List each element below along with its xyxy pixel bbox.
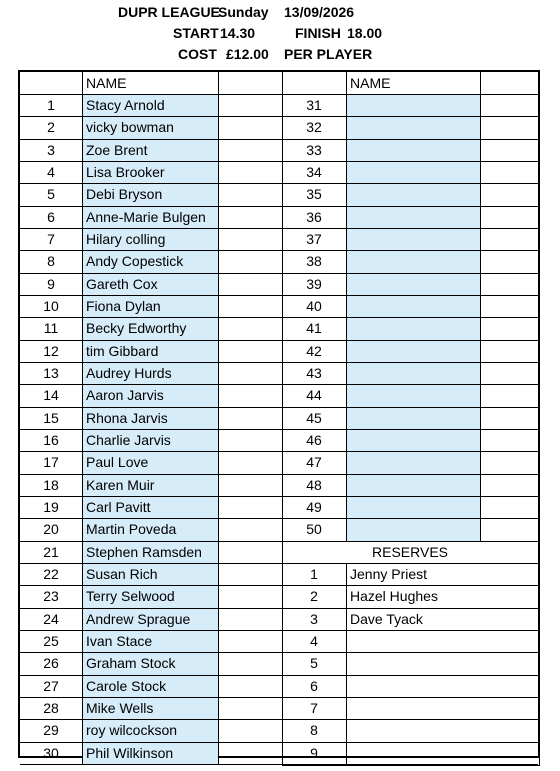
player-name: Fiona Dylan bbox=[86, 297, 161, 314]
player-number: 44 bbox=[306, 387, 322, 404]
player-number: 18 bbox=[43, 476, 59, 493]
reserve-number: 2 bbox=[310, 588, 318, 605]
player-number: 4 bbox=[47, 163, 55, 180]
player-number: 22 bbox=[43, 565, 59, 582]
reserve-name bbox=[346, 630, 538, 652]
player-name: Graham Stock bbox=[86, 655, 176, 672]
player-number: 9 bbox=[47, 275, 55, 292]
league-date: 13/09/2026 bbox=[284, 4, 355, 20]
player-number: 41 bbox=[306, 320, 322, 337]
player-name: Carole Stock bbox=[86, 677, 167, 694]
player-number: 20 bbox=[43, 521, 59, 538]
reserve-number: 4 bbox=[310, 632, 318, 649]
player-name bbox=[346, 407, 480, 429]
player-name: Susan Rich bbox=[86, 565, 158, 582]
reserve-name bbox=[346, 697, 538, 719]
player-number: 32 bbox=[306, 119, 322, 136]
player-number: 3 bbox=[47, 141, 55, 158]
cost-label: COST bbox=[178, 46, 217, 62]
player-name: Andy Copestick bbox=[86, 253, 184, 270]
player-number: 34 bbox=[306, 163, 322, 180]
finish-label: FINISH bbox=[295, 25, 341, 41]
reserve-number: 9 bbox=[310, 744, 318, 761]
reserve-number: 7 bbox=[310, 699, 318, 716]
player-number: 46 bbox=[306, 431, 322, 448]
league-title: DUPR LEAGUE bbox=[118, 4, 220, 20]
player-number: 19 bbox=[43, 498, 59, 515]
player-name bbox=[346, 295, 480, 317]
start-label: START bbox=[173, 25, 219, 41]
player-number: 11 bbox=[43, 320, 59, 337]
player-name: Anne-Marie Bulgen bbox=[86, 208, 206, 225]
player-number: 28 bbox=[43, 699, 59, 716]
player-name bbox=[346, 451, 480, 473]
player-name bbox=[346, 228, 480, 250]
player-number: 29 bbox=[43, 722, 59, 739]
player-number: 13 bbox=[43, 364, 59, 381]
player-name bbox=[346, 474, 480, 496]
player-number: 38 bbox=[306, 253, 322, 270]
player-name bbox=[346, 206, 480, 228]
player-name bbox=[346, 116, 480, 138]
reserve-name bbox=[346, 652, 538, 674]
player-name bbox=[346, 496, 480, 518]
player-name: Audrey Hurds bbox=[86, 364, 172, 381]
player-number: 21 bbox=[43, 543, 59, 560]
reserve-number: 1 bbox=[310, 565, 318, 582]
reserve-name: Hazel Hughes bbox=[350, 588, 438, 605]
reserve-number: 5 bbox=[310, 655, 318, 672]
player-name: Stephen Ramsden bbox=[86, 543, 202, 560]
reserve-name: Dave Tyack bbox=[350, 610, 423, 627]
player-number: 10 bbox=[43, 297, 59, 314]
grid-col-line bbox=[480, 72, 481, 541]
player-name bbox=[346, 161, 480, 183]
player-number: 42 bbox=[306, 342, 322, 359]
player-number: 25 bbox=[43, 632, 59, 649]
player-number: 50 bbox=[306, 521, 322, 538]
player-number: 17 bbox=[43, 454, 59, 471]
player-name: Ivan Stace bbox=[86, 632, 153, 649]
player-number: 7 bbox=[47, 230, 55, 247]
player-name bbox=[346, 317, 480, 339]
player-number: 27 bbox=[43, 677, 59, 694]
player-name bbox=[346, 362, 480, 384]
player-number: 6 bbox=[47, 208, 55, 225]
player-number: 26 bbox=[43, 655, 59, 672]
player-name bbox=[346, 340, 480, 362]
player-number: 40 bbox=[306, 297, 322, 314]
player-name: Paul Love bbox=[86, 454, 149, 471]
reserve-name bbox=[346, 719, 538, 741]
player-number: 49 bbox=[306, 498, 322, 515]
player-number: 23 bbox=[43, 588, 59, 605]
player-name: Andrew Sprague bbox=[86, 610, 191, 627]
finish-value: 18.00 bbox=[347, 25, 383, 41]
league-day: Sunday bbox=[218, 4, 269, 20]
player-name bbox=[346, 429, 480, 451]
player-name: Rhona Jarvis bbox=[86, 409, 168, 426]
player-name: tim Gibbard bbox=[86, 342, 159, 359]
player-number: 5 bbox=[47, 186, 55, 203]
reserve-name: Jenny Priest bbox=[350, 565, 428, 582]
name-header-left: NAME bbox=[86, 75, 127, 91]
player-name: Mike Wells bbox=[86, 699, 154, 716]
player-number: 12 bbox=[43, 342, 59, 359]
player-name: roy wilcockson bbox=[86, 722, 178, 739]
grid-col-line bbox=[218, 72, 219, 764]
player-number: 48 bbox=[306, 476, 322, 493]
player-name: Lisa Brooker bbox=[86, 163, 165, 180]
player-name bbox=[346, 139, 480, 161]
player-name: Charlie Jarvis bbox=[86, 431, 171, 448]
player-name: Zoe Brent bbox=[86, 141, 148, 158]
start-value: 14.30 bbox=[220, 25, 256, 41]
player-number: 47 bbox=[306, 454, 322, 471]
player-name: Phil Wilkinson bbox=[86, 744, 174, 761]
player-name bbox=[346, 518, 480, 540]
player-number: 15 bbox=[43, 409, 59, 426]
player-number: 36 bbox=[306, 208, 322, 225]
reserves-title: RESERVES bbox=[372, 543, 448, 560]
player-number: 39 bbox=[306, 275, 322, 292]
player-number: 1 bbox=[47, 97, 55, 113]
player-name: Aaron Jarvis bbox=[86, 387, 164, 404]
player-name: Carl Pavitt bbox=[86, 498, 151, 515]
player-number: 8 bbox=[47, 253, 55, 270]
player-name bbox=[346, 183, 480, 205]
player-name bbox=[346, 94, 480, 116]
player-number: 16 bbox=[43, 431, 59, 448]
player-name: Terry Selwood bbox=[86, 588, 175, 605]
player-number: 24 bbox=[43, 610, 59, 627]
player-number: 2 bbox=[47, 119, 55, 136]
player-number: 31 bbox=[306, 97, 322, 113]
name-header-right: NAME bbox=[350, 75, 391, 91]
player-number: 45 bbox=[306, 409, 322, 426]
player-name: Debi Bryson bbox=[86, 186, 163, 203]
player-name bbox=[346, 250, 480, 272]
player-name: Martin Poveda bbox=[86, 521, 177, 538]
player-number: 35 bbox=[306, 186, 322, 203]
player-number: 30 bbox=[43, 744, 59, 761]
cost-value: £12.00 bbox=[226, 46, 269, 62]
player-name bbox=[346, 384, 480, 406]
per-player-label: PER PLAYER bbox=[284, 46, 373, 62]
player-name: Karen Muir bbox=[86, 476, 155, 493]
reserve-number: 8 bbox=[310, 722, 318, 739]
player-name: Becky Edworthy bbox=[86, 320, 187, 337]
reserve-number: 6 bbox=[310, 677, 318, 694]
reserve-name bbox=[346, 675, 538, 697]
player-name: Stacy Arnold bbox=[86, 97, 165, 113]
signup-sheet bbox=[18, 70, 540, 761]
player-name: Hilary colling bbox=[86, 230, 166, 247]
reserve-name bbox=[346, 742, 538, 764]
player-name: vicky bowman bbox=[86, 119, 174, 136]
player-number: 43 bbox=[306, 364, 322, 381]
player-name: Gareth Cox bbox=[86, 275, 158, 292]
reserve-number: 3 bbox=[310, 610, 318, 627]
player-number: 14 bbox=[43, 387, 59, 404]
player-number: 33 bbox=[306, 141, 322, 158]
player-number: 37 bbox=[306, 230, 322, 247]
player-name bbox=[346, 273, 480, 295]
